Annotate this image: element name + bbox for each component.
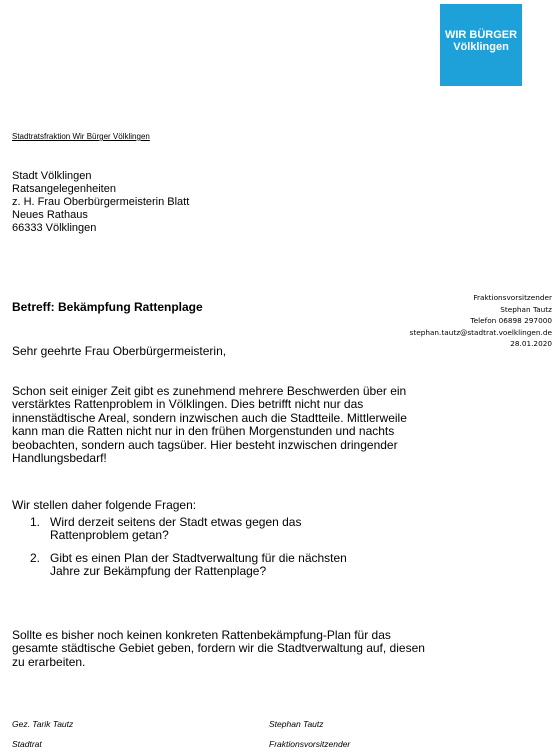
logo-line-1: WIR BÜRGER <box>444 29 518 41</box>
address-line: Neues Rathaus <box>12 209 88 221</box>
contact-role: Fraktionsvorsitzender <box>473 293 552 302</box>
question-number: 2. <box>30 550 41 565</box>
address-line: Ratsangelegenheiten <box>12 183 116 195</box>
question-number: 1. <box>30 515 41 529</box>
signature-left <box>12 714 73 754</box>
body-paragraph: Schon seit einiger Zeit gibt es zunehmend mehrere Beschwerden über ein verstärktes Rattenproblem in Völklingen. Dies betrifft nicht nur das innenstädtische Areal, sondern inzwischen auch die Stadtteile. Mittlerweile kann man die Ratten nicht nur in den frühen Morgenstunden und nachts beobachten, sondern auch tagsüber. Hier besteht inzwischen dringender Handlungsbedarf! <box>12 384 407 466</box>
question-item <box>30 516 350 543</box>
contact-phone: Telefon 06898 297000 <box>470 316 552 325</box>
question-text: Wird derzeit seitens der Stadt etwas gegen das Rattenproblem getan? <box>50 515 302 543</box>
questions-list <box>30 516 350 588</box>
logo <box>440 4 522 86</box>
signature-role: Stadtrat <box>12 739 42 749</box>
recipient-address <box>12 170 189 235</box>
signature-role: Fraktionsvorsitzender <box>269 739 351 749</box>
closing-paragraph: Sollte es bisher noch keinen konkreten Rattenbekämpfung-Plan für das gesamte städtische Gebiet geben, fordern wir die Stadtverwaltung auf, diesen zu erarbeiten. <box>12 628 425 669</box>
sender-line: Stadtratsfraktion Wir Bürger Völklingen <box>12 132 150 141</box>
greeting: Sehr geehrte Frau Oberbürgermeisterin, <box>12 344 227 358</box>
contact-name: Stephan Tautz <box>500 304 552 314</box>
address-line: z. H. Frau Oberbürgermeisterin Blatt <box>12 196 190 208</box>
question-text: Gibt es einen Plan der Stadtverwaltung für die nächsten Jahre zur Bekämpfung der Rattenplage? <box>50 550 347 579</box>
signature-right <box>269 714 350 754</box>
question-item <box>30 552 350 579</box>
subject-line: Betreff: Bekämpfung Rattenplage <box>12 300 203 314</box>
signature-name: Gez. Tarik Tautz <box>12 719 74 729</box>
address-line: Stadt Völklingen <box>12 170 92 182</box>
contact-info <box>352 292 552 350</box>
letter-date: 28.01.2020 <box>510 339 552 348</box>
questions-intro: Wir stellen daher folgende Fragen: <box>12 498 197 512</box>
contact-email: stephan.tautz@stadtrat.voelklingen.de <box>409 327 552 337</box>
logo-line-2: Völklingen <box>453 41 509 53</box>
signature-name: Stephan Tautz <box>269 719 324 729</box>
address-line: 66333 Völklingen <box>12 222 97 234</box>
